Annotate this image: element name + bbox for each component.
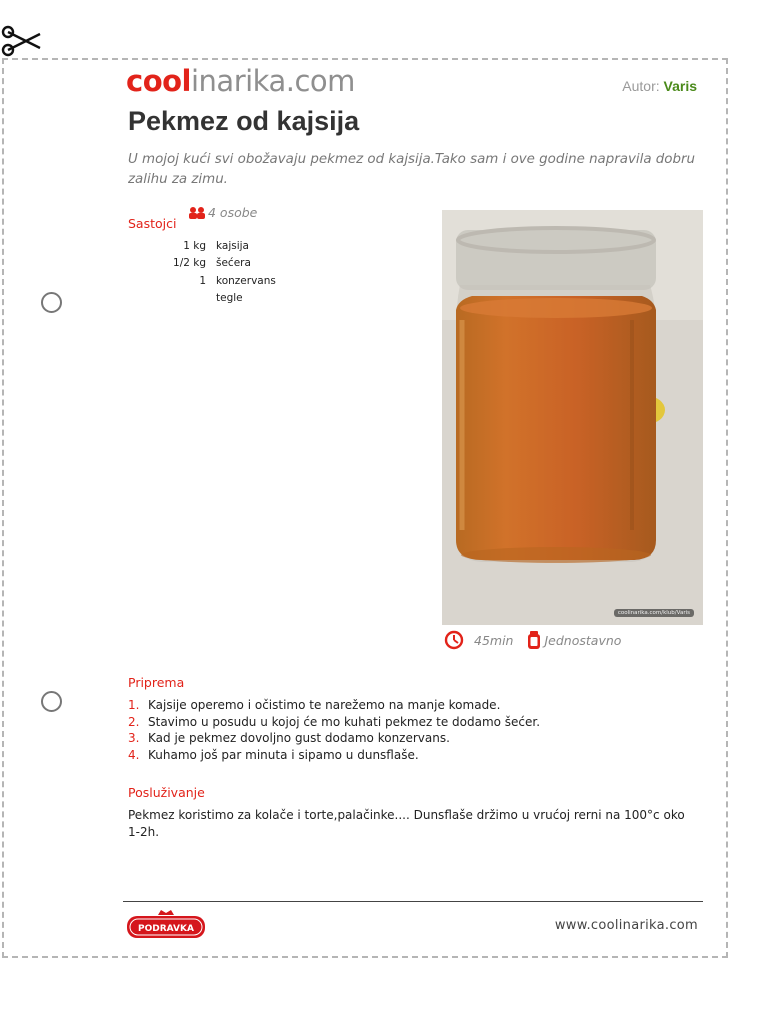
podravka-logo-text: PODRAVKA: [138, 924, 194, 934]
coolinarika-logo: coolinarika.com: [126, 64, 355, 98]
recipe-intro: U mojoj kući svi obožavaju pekmez od kajsija.Tako sam i ove godine napravila dobru zalihu za zimu.: [128, 152, 695, 187]
punch-hole: [41, 292, 62, 313]
difficulty: Jednostavno: [544, 632, 622, 648]
podravka-logo[interactable]: [125, 908, 207, 941]
step-row: 1. Kajsije operemo i očistimo te narežemo na manje komade.: [128, 698, 501, 713]
author: [622, 78, 697, 94]
ingredient-row: tegle: [216, 292, 243, 305]
author-label: Autor:: [622, 78, 660, 94]
step-row: 2. Stavimo u posudu u kojoj će mo kuhati pekmez te dodamo šećer.: [128, 714, 541, 729]
step-row: 3. Kad je pekmez dovoljno gust dodamo konzervans.: [128, 731, 450, 746]
prep-time: 45min: [474, 632, 514, 648]
recipe-meta: [444, 630, 621, 650]
scissors-icon: [0, 24, 44, 60]
ingredients-heading: Sastojci: [128, 216, 177, 231]
recipe-title: Pekmez od kajsija: [128, 106, 360, 136]
step-row: 4. Kuhamo još par minuta i sipamo u dunsflaše.: [128, 747, 419, 762]
serving-text: Pekmez koristimo za kolače i torte,palačinke.... Dunsflaše držimo u vrućoj rerni na 100°c oko 1-2h.: [128, 808, 685, 839]
servings-text: 4 osobe: [208, 205, 258, 220]
ingredient-row: 1 kg kajsija: [183, 239, 249, 252]
website-link[interactable]: www.coolinarika.com: [554, 918, 698, 933]
ingredients-list: [160, 237, 276, 307]
ingredient-row: 1 konzervans: [199, 274, 276, 287]
serving-heading: Posluživanje: [128, 785, 205, 800]
preparation-steps: [128, 697, 540, 763]
footer-divider: [123, 901, 703, 902]
recipe-photo: [442, 210, 703, 625]
ingredient-row: 1/2 kg šećera: [173, 257, 251, 270]
preparation-heading: Priprema: [128, 675, 185, 690]
servings: [188, 205, 257, 220]
clock-icon: [444, 630, 464, 650]
people-icon: [188, 206, 207, 220]
author-name[interactable]: Varis: [663, 78, 697, 94]
jam-jar-image: [442, 210, 703, 625]
punch-hole: [41, 691, 62, 712]
photo-watermark: coolinarika.com/klub/Varis: [614, 609, 694, 617]
difficulty-icon: [527, 630, 541, 650]
